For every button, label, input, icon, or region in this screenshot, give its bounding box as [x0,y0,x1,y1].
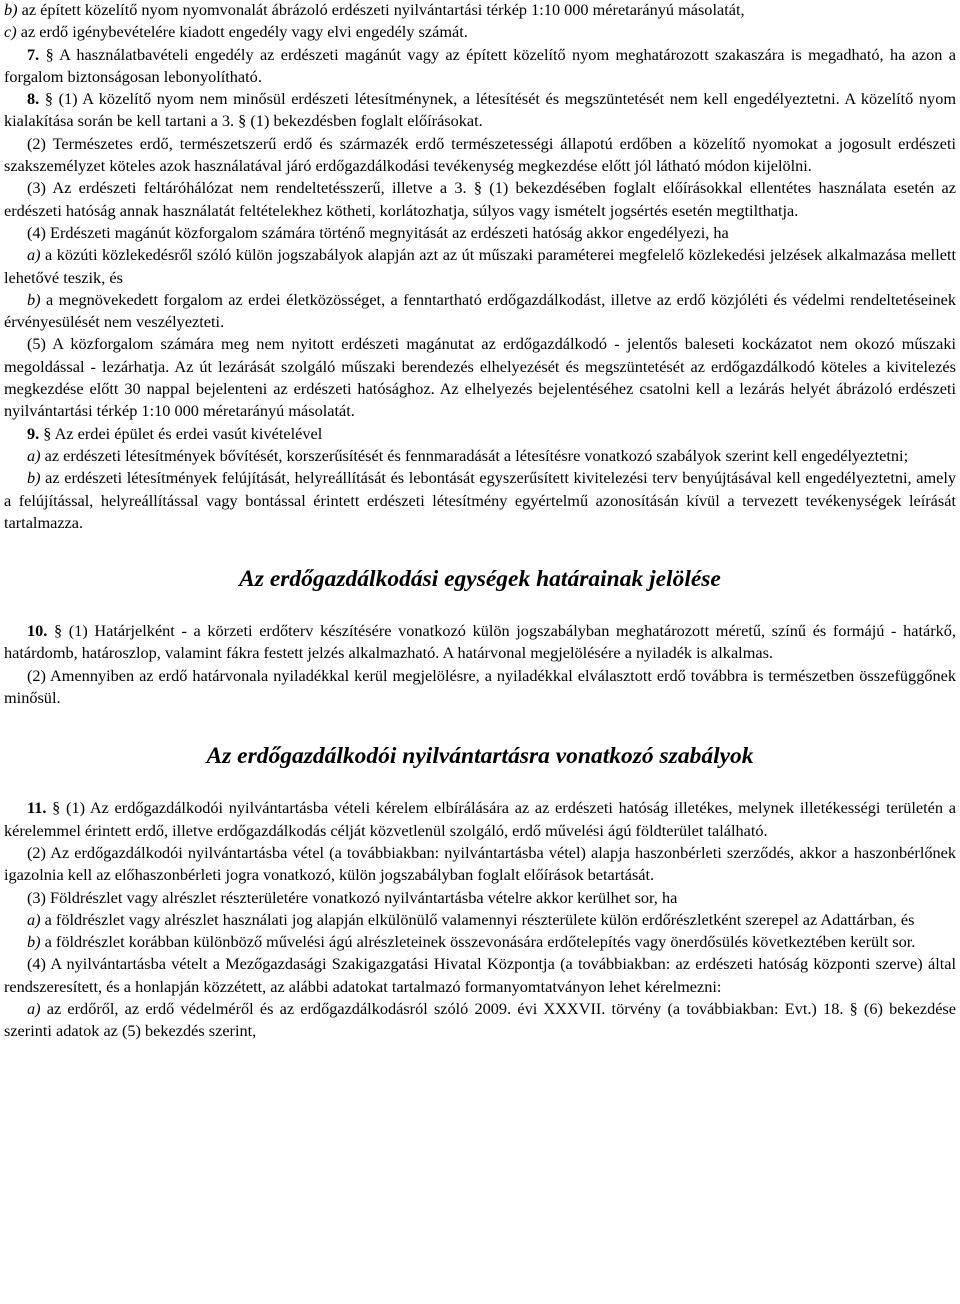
point-text: az épített közelítő nyom nyomvonalát ábrázoló erdészeti nyilvántartási térkép 1:10 000 méretarányú másolatát, [17,0,745,19]
point-letter: b) [27,468,41,488]
section-11-paragraph-3-point-a [4,909,956,931]
point-letter: b) [27,289,41,309]
section-9 [4,423,956,445]
section-heading-registry-rules: Az erdőgazdálkodói nyilvántartásra vonatkozó szabályok [206,743,754,770]
point-text: a közúti közlekedésről szóló külön jogszabályok alapján azt az út műszaki paraméterei megfelelő közlekedési jelzések alkalmazása mellett lehetővé teszik, és [4,245,956,287]
section-number: 8. [27,89,40,109]
point-letter: b) [27,932,41,952]
document-page [4,0,956,1043]
point-letter: b) [4,0,18,19]
point-letter: a) [27,445,41,465]
section-8-paragraph-4: (4) Erdészeti magánút közforgalom számára történő megnyitását az erdészeti hatóság akkor engedélyezi, ha [27,222,729,242]
section-number: 7. [27,44,40,64]
art7-point-b [4,0,956,21]
section-11-paragraph-4: (4) A nyilvántartásba vételt a Mezőgazdasági Szakigazgatási Hivatal Központja (a továbbiakban: az erdészeti hatóság központi szerve) által rendszeresített, és a honlapján közzétett, az alábbi adatokat tartalmazó formanyomtatványon lehet kérelmezni: [4,954,956,996]
section-text: § (1) Határjelként - a körzeti erdőterv készítésére vonatkozó külön jogszabályban meghatározott méretű, színű és formájú - határkő, határdomb, határoszlop, valamint fákra festett jelzés alkalmazható. A határvonal megjelölésére a nyiladék is alkalmas. [4,621,956,663]
point-text: az erdő igénybevételére kiadott engedély vagy elvi engedély számát. [16,22,468,42]
section-number: 11. [27,798,47,818]
section-9-point-b [4,467,956,534]
section-heading-boundaries: Az erdőgazdálkodási egységek határainak jelölése [239,566,721,593]
section-text: § A használatbavételi engedély az erdészeti magánút vagy az épített közelítő nyom meghatározott szakaszára is megadható, ha azon a forgalom biztonságosan lebonyolítható. [4,44,956,86]
section-11-paragraph-2: (2) Az erdőgazdálkodói nyilvántartásba vétel (a továbbiakban: nyilvántartásba vétel) alapja haszonbérleti szerződés, akkor a haszonbérlőnek igazolnia kell az előhaszonbérleti jogra vonatkozó, külön jogszabályban foglalt előírások betartását. [4,842,956,885]
point-letter: c) [4,22,17,42]
point-text: az erdészeti létesítmények felújítását, helyreállítását és lebontását egyszerűsített kivitelezési terv benyújtásával kell engedélyeztetni, amely a felújítással, helyreállítással vagy bontással érintett erdészeti létesítmény egyértelmű azonosításán kívül a tervezett tevékenységek leírását tartalmazza. [4,468,956,532]
point-text: a megnövekedett forgalom az erdei életközösséget, a fenntartható erdőgazdálkodást, illetve az erdő közjóléti és védelmi rendeltetéseinek érvényesülését nem veszélyezteti. [4,289,956,332]
section-8-paragraph-5: (5) A közforgalom számára meg nem nyitott erdészeti magánutat az erdőgazdálkodó - jelentős baleseti kockázatot nem okozó műszaki megoldással - lezárhatja. Az út lezárását szolgáló műszaki berendezés elhelyezését és megszüntetését az erdőgazdálkodó köteles a kivitelezés megkezdése előtt 30 nappal bejelenteni az erdészeti hatósághoz. Az elhelyezés bejelentéséhez csatolni kell a lezárás helyét ábrázoló erdészeti nyilvántartási térkép 1:10 000 méretarányú másolatát. [4,334,956,421]
point-letter: a) [27,998,41,1018]
section-11-paragraph-1 [4,797,956,842]
section-text: § Az erdei épület és erdei vasút kivételével [39,423,323,443]
section-7 [4,44,956,89]
art7-point-c [4,21,956,43]
section-10-paragraph-2: (2) Amennyiben az erdő határvonala nyiladékkal kerül megjelölésre, a nyiladékkal elválasztott erdő továbbra is természetben összefüggőnek minősül. [4,665,956,708]
section-8-paragraph-2: (2) Természetes erdő, természetszerű erdő és származék erdő természetességi állapotú erdőben a közelítő nyomokat a jogosult erdészeti szakszemélyzet köteles azok használatával járó erdőgazdálkodási tevékenység megkezdése előtt jól látható módon kijelölni. [4,133,956,176]
section-8-paragraph-4-point-a [4,244,956,289]
point-text: a földrészlet vagy alrészlet használati jog alapján elkülönülő valamennyi részterülete külön erdőrészletként szerepel az Adattárban, és [40,909,915,929]
section-text: § (1) Az erdőgazdálkodói nyilvántartásba vételi kérelem elbírálására az az erdészeti hatóság illetékes, melynek illetékességi területén a kérelemmel érintett erdő, illetve erdőgazdálkodás célját közvetlenül szolgáló, erdő művelési ágú földterület található. [4,798,956,840]
section-9-point-a [4,445,956,467]
section-text: § (1) A közelítő nyom nem minősül erdészeti létesítménynek, a létesítését és megszüntetését nem kell engedélyeztetni. A közelítő nyom kialakítása során be kell tartani a 3. § (1) bekezdésben foglalt előírásokat. [4,89,956,131]
point-text: az erdészeti létesítmények bővítését, korszerűsítését és fennmaradását a létesítésre vonatkozó szabályok szerint kell engedélyeztetni; [40,445,909,465]
point-letter: a) [27,245,41,265]
section-number: 9. [27,423,40,443]
section-number: 10. [27,621,48,641]
section-11-paragraph-4-point-a [4,998,956,1043]
point-letter: a) [27,909,41,929]
section-10-paragraph-1 [4,620,956,665]
point-text: a földrészlet korábban különböző művelési ágú alrészleteinek összevonására erdőtelepítés vagy önerdősülés következtében került sor. [40,932,916,952]
section-11-paragraph-3-point-b [4,931,956,953]
section-11-paragraph-3: (3) Földrészlet vagy alrészlet részterületére vonatkozó nyilvántartásba vételre akkor kerülhet sor, ha [27,887,678,907]
point-text: az erdőről, az erdő védelméről és az erdőgazdálkodásról szóló 2009. évi XXXVII. törvény (a továbbiakban: Evt.) 18. § (6) bekezdése szerinti adatok az (5) bekezdés szerint, [4,998,956,1041]
section-8-paragraph-4-point-b [4,289,956,334]
section-8-paragraph-3: (3) Az erdészeti feltáróhálózat nem rendeltetésszerű, illetve a 3. § (1) bekezdésében foglalt előírásokkal ellentétes használata esetén az erdészeti hatóság annak használatát feltételekhez kötheti, korlátozhatja, súlyos vagy ismételt jogsértés esetén megtilthatja. [4,178,956,220]
section-8-paragraph-1 [4,88,956,133]
